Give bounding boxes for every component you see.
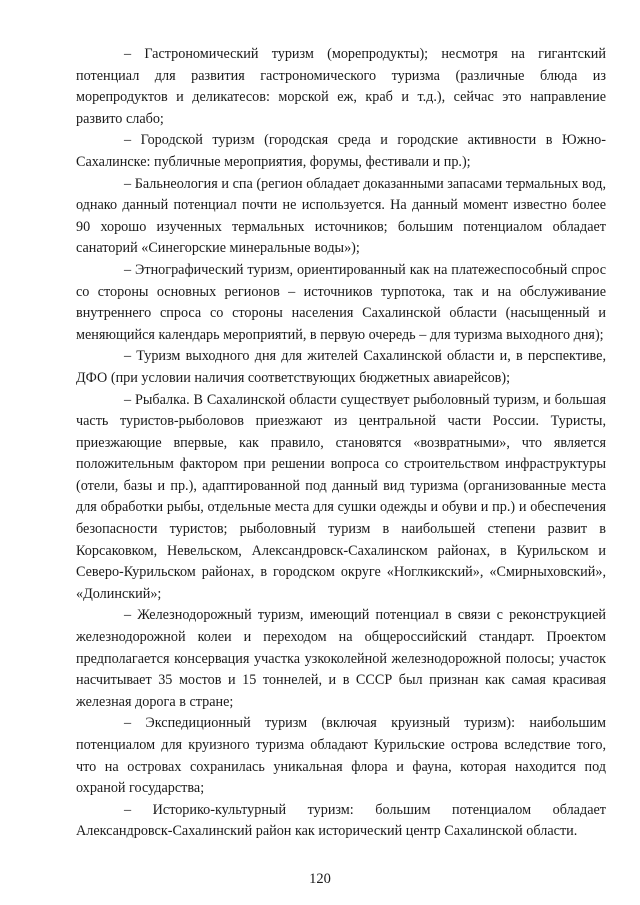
document-body (76, 44, 606, 843)
paragraph-gastronomic-tourism: – Гастрономический туризм (морепродукты); несмотря на гигантский потенциал для развития гастрономического туризма (различные блюда из морепродуктов и деликатесов: морской еж, краб и т.д.), сейчас это направление развито слабо; (76, 46, 606, 127)
paragraph-expedition-tourism: – Экспедиционный туризм (включая круизный туризм): наибольшим потенциалом для круизного туризма обладают Курильские острова вследствие того, что на островах сохранилась уникальная флора и фауна, которая находится под охраной государства; (76, 715, 606, 797)
paragraph-ethnographic-tourism: – Этнографический туризм, ориентированный как на платежеспособный спрос со стороны основных регионов – источников турпотока, так и на обслуживание внутреннего спроса со стороны населения Сахалинской области (насыщенный и меняющийся календарь мероприятий, в первую очередь – для туризма выходного дня); (76, 261, 606, 343)
paragraph-historical-cultural-tourism: – Историко-культурный туризм: большим потенциалом обладает Александровск-Сахалинский район как исторический центр Сахалинской области. (76, 801, 606, 840)
page-number: 120 (309, 871, 331, 887)
paragraph-fishing: – Рыбалка. В Сахалинской области существует рыболовный туризм, и большая часть туристов-рыболовов приезжают из центральной части России. Туристы, приезжающие впервые, как правило, становятся «возвратными», что является положительным фактором при решении вопроса со строительством инфраструктуры (отели, базы и пр.), адаптированной под данный вид туризма (организованные места для обработки рыбы, отдельные места для сушки одежды и обуви и пр.) и обеспечения безопасности туристов; рыболовный туризм в наибольшей степени развит в Корсаковком, Невельском, Александровск-Сахалинском районах, в Курильском и Северо-Курильском районах, в городском округе «Ноглкикский», «Смирныховский», «Долинский»; (76, 391, 606, 602)
paragraph-railway-tourism: – Железнодорожный туризм, имеющий потенциал в связи с реконструкцией железнодорожной колеи и переходом на общероссийский стандарт. Проектом предполагается консервация участка узкоколейной железнодорожной полосы; участок насчитывает 35 мостов и 15 тоннелей, и в СССР был признан как самая красивая железная дорога в стране; (76, 607, 606, 710)
paragraph-balneology-spa: – Бальнеология и спа (регион обладает доказанными запасами термальных вод, однако данный потенциал почти не используется. На данный момент известно более 90 хорошо изученных термальных источников; большим потенциалом обладает санаторий «Синегорские минеральные воды»); (76, 175, 606, 257)
paragraph-urban-tourism: – Городской туризм (городская среда и городские активности в Южно-Сахалинске: публичные мероприятия, форумы, фестивали и пр.); (76, 132, 606, 170)
paragraph-weekend-tourism: – Туризм выходного дня для жителей Сахалинской области и, в перспективе, ДФО (при условии наличия соответствующих бюджетных авиарейсов); (76, 348, 606, 386)
